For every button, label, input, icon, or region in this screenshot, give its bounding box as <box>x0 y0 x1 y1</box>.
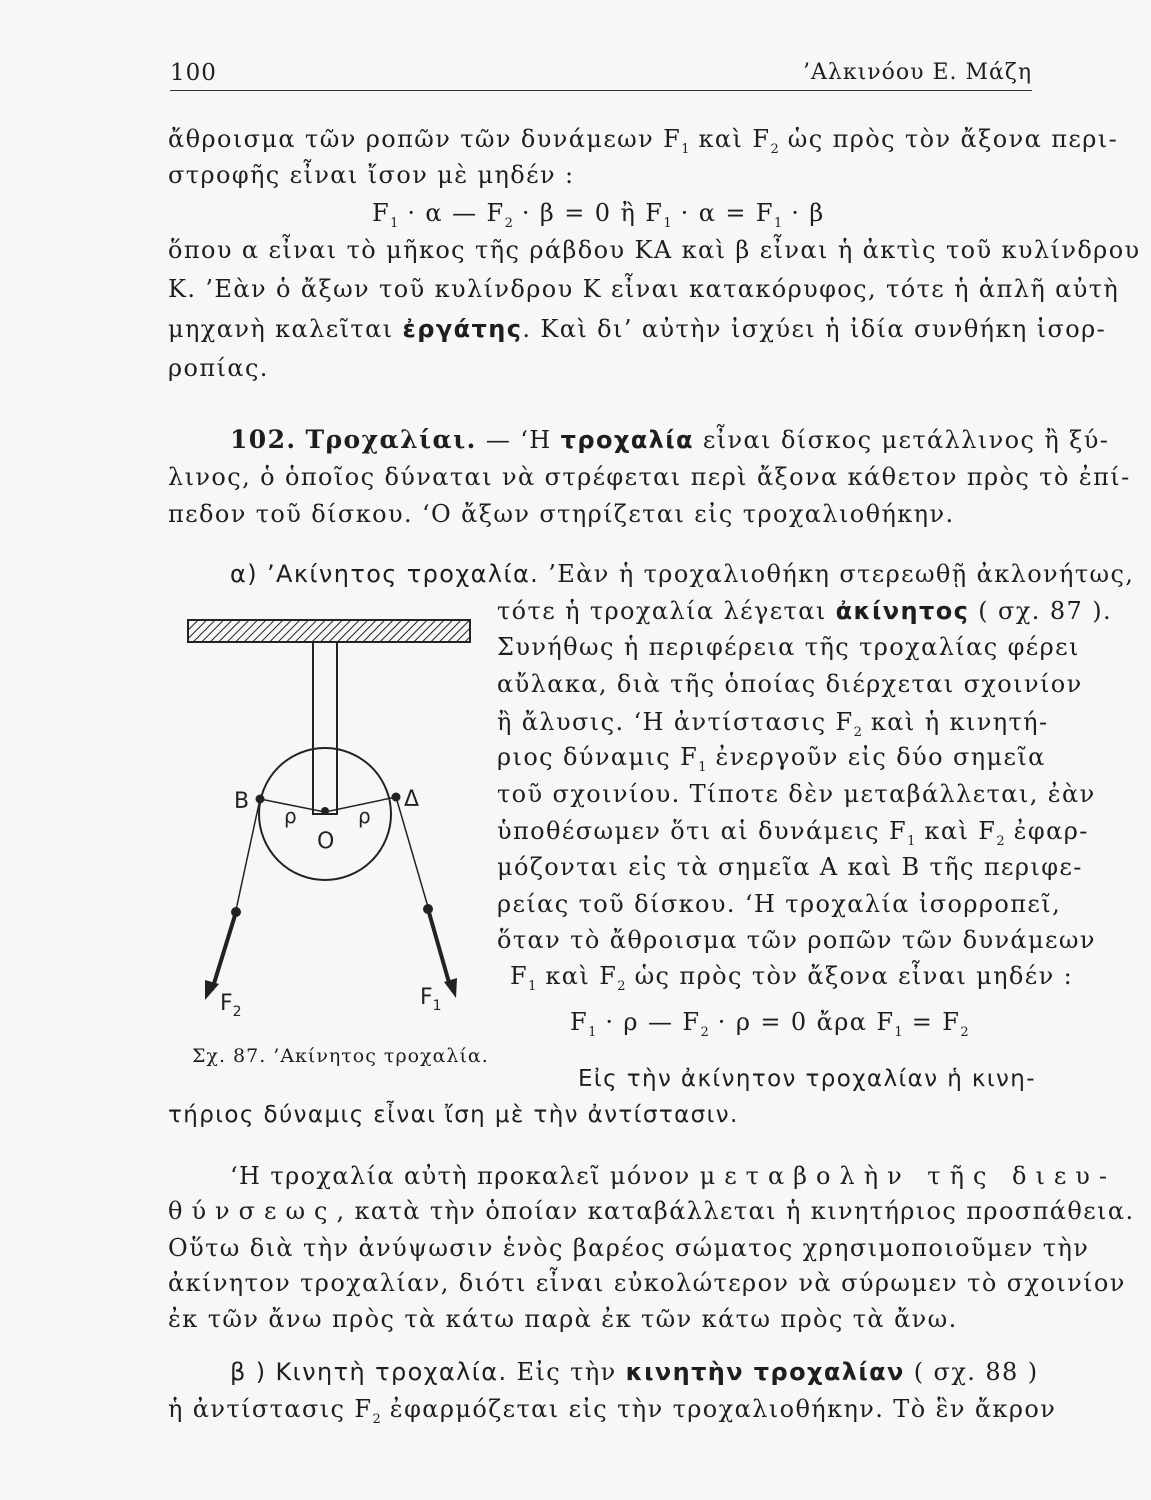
text-line: ὅταν τὸ ἄθροισμα τῶν ροπῶν τῶν δυνάμεων <box>497 926 1096 954</box>
subsection-label: α) ’Ακίνητος τροχαλία. <box>230 560 540 588</box>
rope-right <box>396 797 428 907</box>
text-line: $F_1$ καὶ $F_2$ ὡς πρὸς τὸν ἄξονα εἶναι μηδέν : <box>510 962 1074 994</box>
force-f2-arrow <box>212 912 236 990</box>
text-line: μόζονται εἰς τὰ σημεῖα Α καὶ Β τῆς περιφε- <box>497 853 1083 881</box>
label-o: Ο <box>317 829 335 854</box>
text-line: ὅπου α εἶναι τὸ μῆκος τῆς ράβδου ΚΑ καὶ β εἶναι ἡ ἀκτὶς τοῦ κυλίνδρου <box>168 236 1141 264</box>
equation: $F_1 \cdot \alpha$ — $F_2 \cdot \beta = 0$ ἢ $F_1 \cdot \alpha = F_1 \cdot \beta$ <box>372 199 825 231</box>
text-line: τήριος δύναμις εἶναι ἴση μὲ τὴν ἀντίστασιν. <box>168 1102 739 1128</box>
page-number: 100 <box>170 60 217 86</box>
text-line: Κ. ’Εὰν ὁ ἄξων τοῦ κυλίνδρου Κ εἶναι κατακόρυφος, τότε ἡ ἁπλῆ αὐτὴ <box>168 275 1120 303</box>
running-title: ’Αλκινόου Ε. Μάζη <box>803 60 1032 85</box>
text-line: πεδον τοῦ δίσκου. ‘Ο ἄξων στηρίζεται εἰς τροχαλιοθήκην. <box>168 500 955 528</box>
label-f1: $F_1$ <box>420 985 442 1014</box>
text-line: μηχανὴ καλεῖται ἐργάτης. Καὶ δι’ αὐτὴν ἰσχύει ἡ ἰδία συνθήκη ἰσορ- <box>168 315 1107 343</box>
force-f1-arrow <box>428 909 450 986</box>
text-line: ἀκίνητον τροχαλίαν, διότι εἶναι εὐκολώτερον νὰ σύρωμεν τὸ σχοινίον <box>168 1269 1126 1297</box>
equation: $F_1 \cdot \rho$ — $F_2 \cdot \rho = 0$ ἄρα $F_1 = F_2$ <box>570 1008 969 1040</box>
subsection-label: β ) Κινητὴ τροχαλία. <box>230 1358 508 1386</box>
rope-left <box>236 799 260 910</box>
force-f1-arrowhead <box>444 978 457 998</box>
label-b: Β <box>234 789 250 814</box>
section-heading: 102. Τροχαλίαι. — ‘Η τροχαλία εἶναι δίσκος μετάλλινος ἢ ξύ- <box>230 425 1110 454</box>
label-f2: $F_2$ <box>220 991 242 1020</box>
label-rho-left: ρ <box>284 804 297 828</box>
text-line: ἐκ τῶν ἄνω πρὸς τὰ κάτω παρὰ ἐκ τῶν κάτω πρὸς τὰ ἄνω. <box>168 1305 958 1333</box>
pulley-axle <box>321 807 329 815</box>
text-line: τότε ἡ τροχαλία λέγεται ἀκίνητος ( σχ. 87 ). <box>497 597 1112 625</box>
text-line: τοῦ σχοινίου. Τίποτε δὲν μεταβάλλεται, ἐὰν <box>497 780 1096 808</box>
text-line: ροπίας. <box>168 354 269 382</box>
text-line: Συνήθως ἡ περιφέρεια τῆς τροχαλίας φέρει <box>497 633 1080 661</box>
text-line: ἢ ἄλυσις. ‘Η ἀντίστασις $F_2$ καὶ ἡ κινητή- <box>497 708 1049 740</box>
figure-fixed-pulley <box>180 612 480 1032</box>
pulley-block-rod <box>313 642 337 814</box>
subsection-heading: β ) Κινητὴ τροχαλία. Εἰς τὴν κινητὴν τροχαλίαν ( σχ. 88 ) <box>230 1358 1039 1386</box>
text-line: ὑποθέσωμεν ὅτι αἱ δυνάμεις $F_1$ καὶ $F_2$ ἐφαρ- <box>497 817 1089 849</box>
label-rho-right: ρ <box>358 804 371 828</box>
text-line: ‘Η τροχαλία αὐτὴ προκαλεῖ μόνον μεταβολὴν τῆς διευ- <box>230 1162 1117 1190</box>
ceiling-support <box>188 620 470 642</box>
section-number: 102. <box>230 425 297 454</box>
figure-caption: Σχ. 87. ’Ακίνητος τροχαλία. <box>192 1045 489 1067</box>
force-f2-arrowhead <box>205 980 219 1000</box>
subsection-heading: α) ’Ακίνητος τροχαλία. ’Εὰν ἡ τροχαλιοθήκη στερεωθῇ ἀκλονήτως, <box>230 560 1135 588</box>
text-line: αὔλακα, διὰ τῆς ὁποίας διέρχεται σχοινίον <box>497 670 1083 698</box>
section-title: Τροχαλίαι. <box>305 425 477 454</box>
text-line: στροφῆς εἶναι ἴσον μὲ μηδέν : <box>168 161 575 189</box>
text-line: ρείας τοῦ δίσκου. ‘Η τροχαλία ἰσορροπεῖ, <box>497 890 1062 918</box>
text-line: Οὕτω διὰ τὴν ἀνύψωσιν ἑνὸς βαρέος σώματος χρησιμοποιοῦμεν τὴν <box>168 1234 1090 1262</box>
page-header <box>170 56 1032 91</box>
text-line: Εἰς τὴν ἀκίνητον τροχαλίαν ἡ κινη- <box>578 1066 1036 1092</box>
text-line: ἡ ἀντίστασις $F_2$ ἐφαρμόζεται εἰς τὴν τροχαλιοθήκην. Τὸ ἓν ἄκρον <box>168 1395 1057 1427</box>
text-line: ἄθροισμα τῶν ροπῶν τῶν δυνάμεων $F_1$ καὶ $F_2$ ὡς πρὸς τὸν ἄξονα περι- <box>168 125 1119 157</box>
text-line: λινος, ὁ ὁποῖος δύναται νὰ στρέφεται περὶ ἄξονα κάθετον πρὸς τὸ ἐπί- <box>168 463 1131 491</box>
label-d: Δ <box>404 787 420 812</box>
text-line: ριος δύναμις $F_1$ ἐνεργοῦν εἰς δύο σημεῖα <box>497 743 1046 775</box>
text-line: θύνσεως, κατὰ τὴν ὁποίαν καταβάλλεται ἡ κινητήριος προσπάθεια. <box>168 1197 1135 1225</box>
